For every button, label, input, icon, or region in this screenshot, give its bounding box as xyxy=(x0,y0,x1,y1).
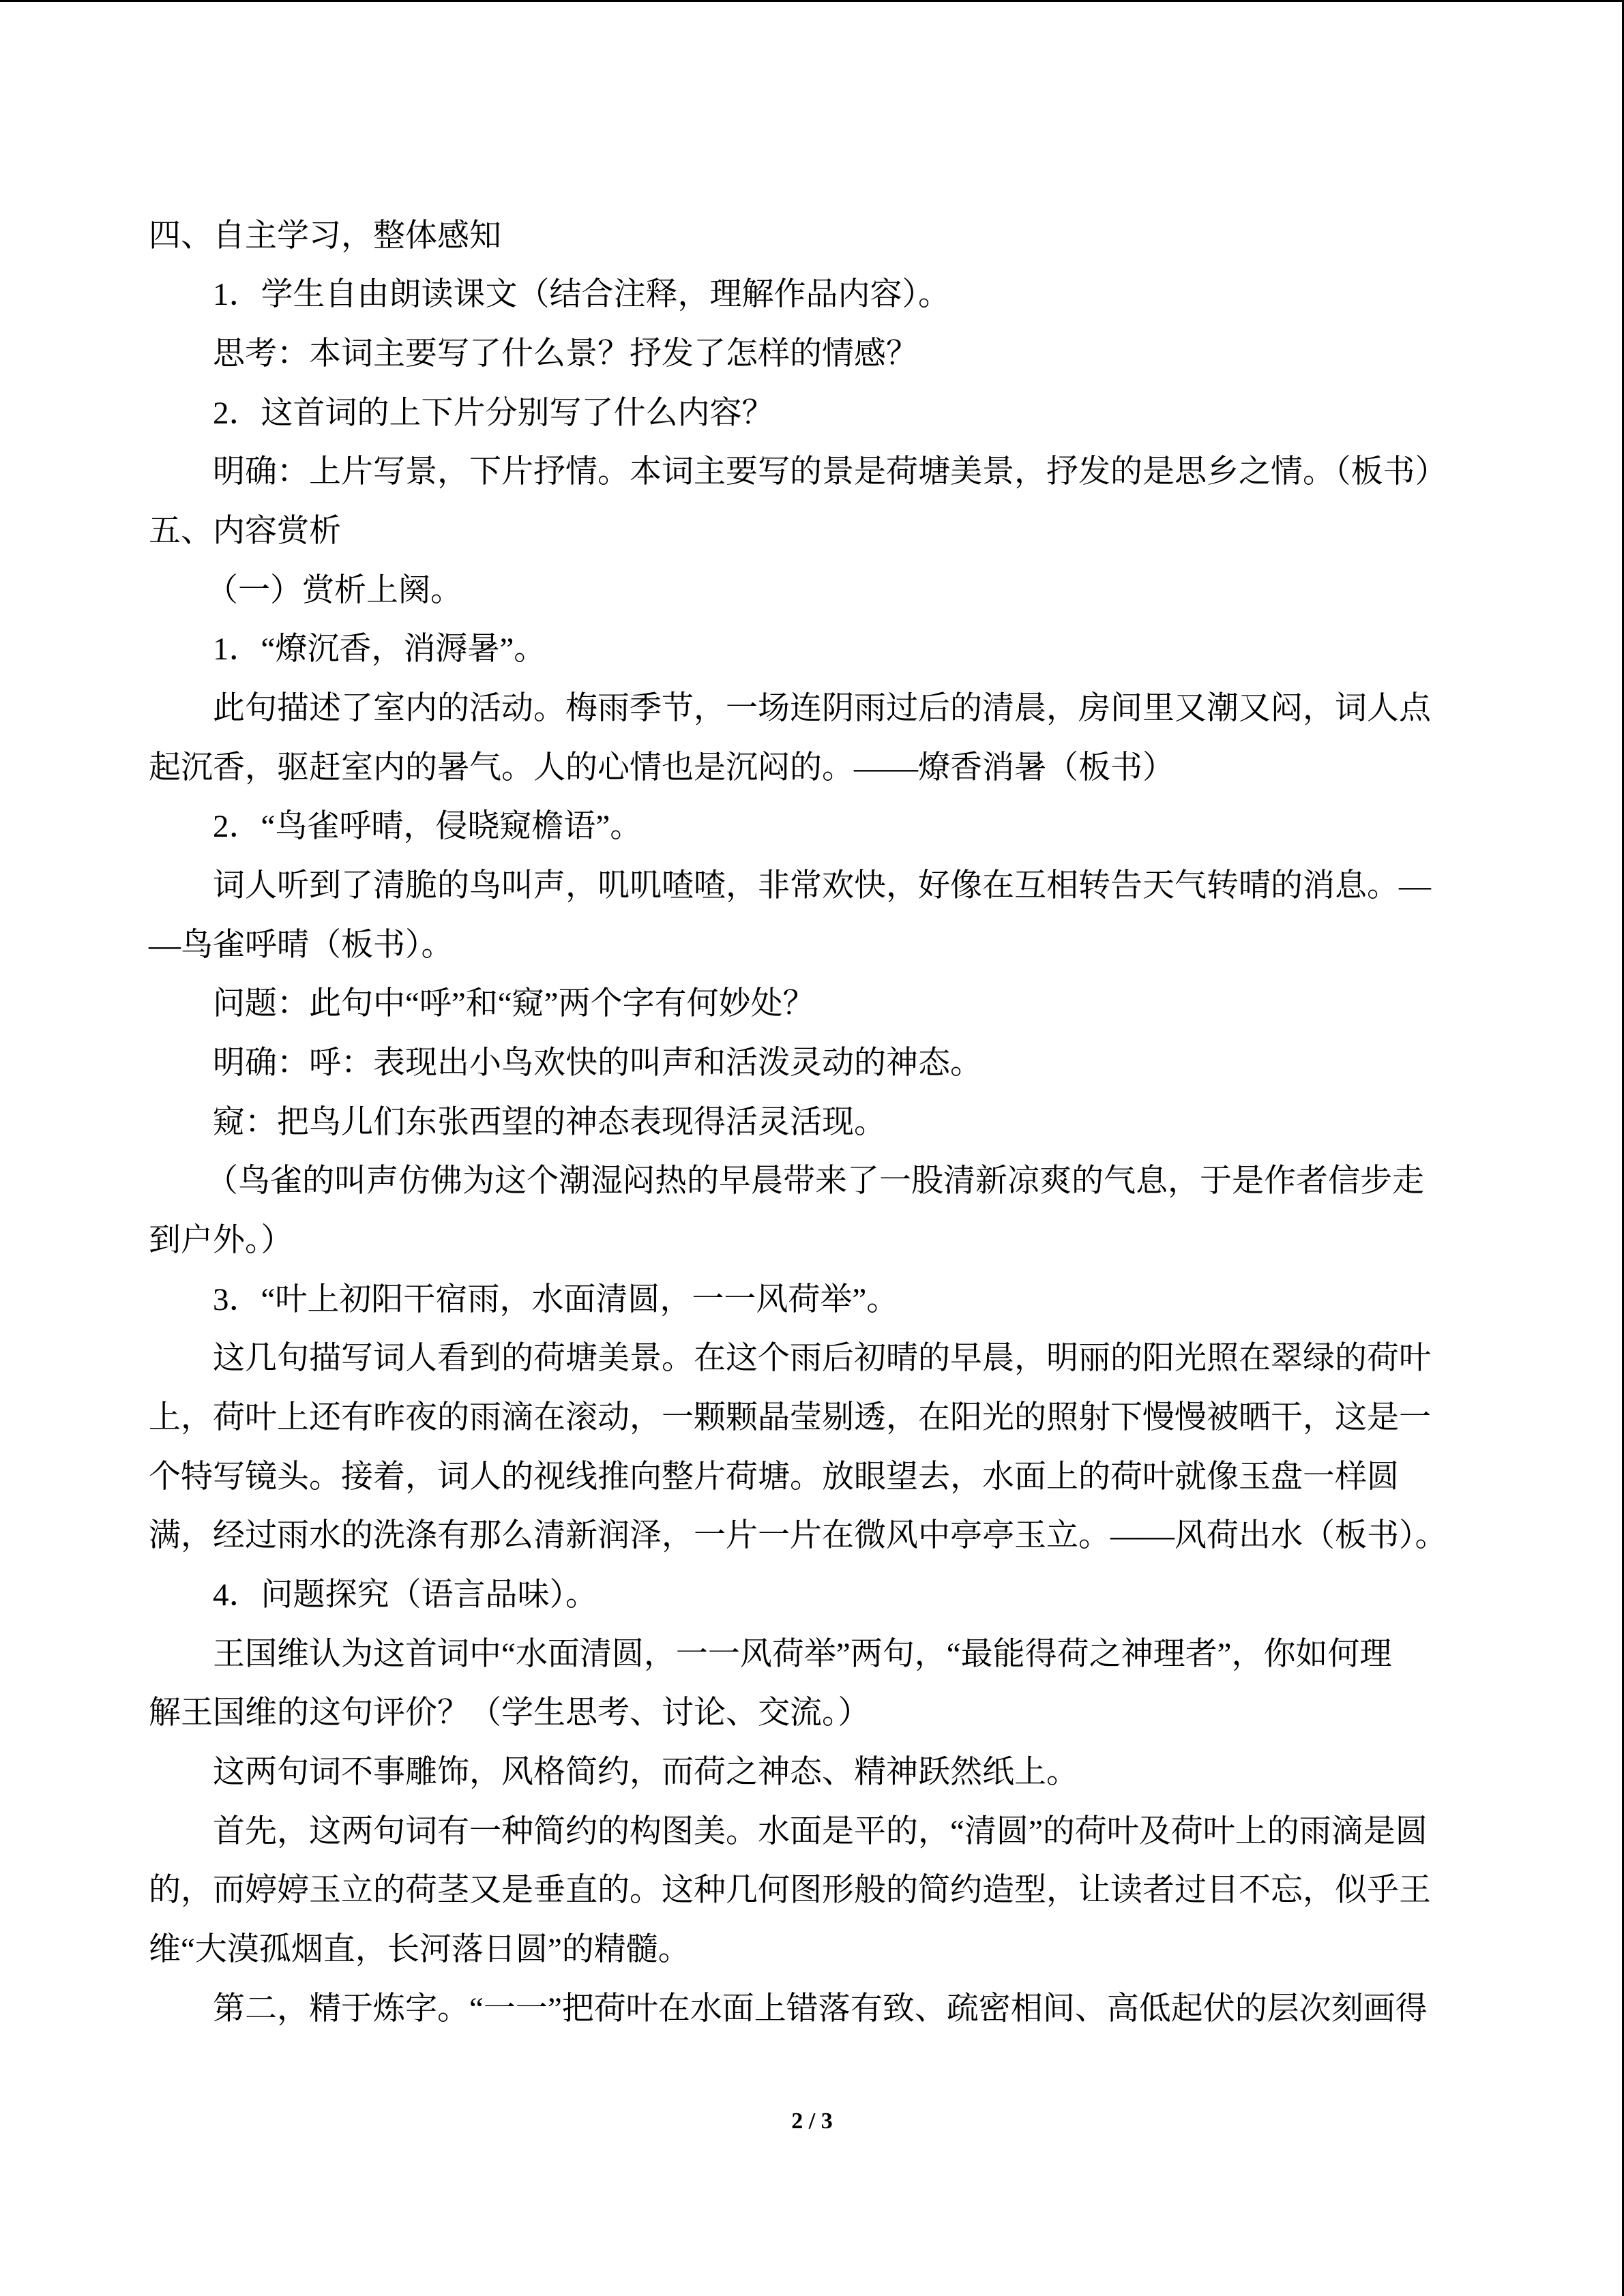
paragraph: 这两句词不事雕饰，风格简约，而荷之神态、精神跃然纸上。 xyxy=(213,1755,1078,1790)
paragraph: 满，经过雨水的洗涤有那么清新润泽，一片一片在微风中亭亭玉立。——风荷出水（板书）。 xyxy=(149,1518,1447,1553)
paragraph: 3．“叶上初阳干宿雨，水面清圆，一一风荷举”。 xyxy=(213,1282,899,1317)
section-heading-4: 四、自主学习，整体感知 xyxy=(149,218,501,254)
paragraph: 个特写镜头。接着，词人的视线推向整片荷塘。放眼望去，水面上的荷叶就像玉盘一样圆 xyxy=(149,1459,1399,1495)
paragraph: 2．“鸟雀呼晴，侵晓窥檐语”。 xyxy=(213,809,643,844)
paragraph: 窥：把鸟儿们东张西望的神态表现得活灵活现。 xyxy=(213,1105,886,1140)
paragraph: 上，荷叶上还有昨夜的雨滴在滚动，一颗颗晶莹剔透，在阳光的照射下慢慢被晒干，这是一 xyxy=(149,1400,1431,1435)
paragraph: 起沉香，驱赶室内的暑气。人的心情也是沉闷的。——燎香消暑（板书） xyxy=(149,750,1175,786)
paragraph: 这几句描写词人看到的荷塘美景。在这个雨后初晴的早晨，明丽的阳光照在翠绿的荷叶 xyxy=(213,1341,1431,1376)
paragraph: 词人听到了清脆的鸟叫声，叽叽喳喳，非常欢快，好像在互相转告天气转晴的消息。— xyxy=(213,868,1431,904)
paragraph: （鸟雀的叫声仿佛为这个潮湿闷热的早晨带来了一股清新凉爽的气息，于是作者信步走 xyxy=(206,1163,1424,1199)
paragraph: 王国维认为这首词中“水面清圆，一一风荷举”两句，“最能得荷之神理者”，你如何理 xyxy=(213,1637,1392,1672)
paragraph: 首先，这两句词有一种简约的构图美。水面是平的，“清圆”的荷叶及荷叶上的雨滴是圆 xyxy=(213,1814,1428,1849)
subsection-heading: （一）赏析上阕。 xyxy=(206,573,462,608)
paragraph: 问题：此句中“呼”和“窥”两个字有何妙处？ xyxy=(213,986,815,1022)
paragraph: 4．问题探究（语言品味）。 xyxy=(213,1577,597,1613)
paragraph: 1．学生自由朗读课文（结合注释，理解作品内容）。 xyxy=(213,277,950,312)
page-number: 2 / 3 xyxy=(791,2108,833,2134)
paragraph: 第二，精于炼字。“一一”把荷叶在水面上错落有致、疏密相间、高低起伏的层次刻画得 xyxy=(213,1991,1428,2027)
paragraph: 明确：呼：表现出小鸟欢快的叫声和活泼灵动的神态。 xyxy=(213,1045,982,1081)
paragraph: 解王国维的这句评价？（学生思考、讨论、交流。） xyxy=(149,1695,870,1731)
paragraph: 1．“燎沉香，消溽暑”。 xyxy=(213,631,546,667)
page-border-top xyxy=(0,0,1624,2)
paragraph: —鸟雀呼晴（板书）。 xyxy=(149,927,454,963)
paragraph: 维“大漠孤烟直，长河落日圆”的精髓。 xyxy=(149,1932,690,1967)
paragraph: 2．这首词的上下片分别写了什么内容？ xyxy=(213,396,774,431)
section-heading-5: 五、内容赏析 xyxy=(149,513,341,549)
paragraph: 明确：上片写景，下片抒情。本词主要写的景是荷塘美景，抒发的是思乡之情。（板书） xyxy=(213,454,1447,490)
paragraph: 到户外。） xyxy=(149,1223,293,1258)
paragraph: 此句描述了室内的活动。梅雨季节，一场连阴雨过后的清晨，房间里又潮又闷，词人点 xyxy=(213,691,1431,726)
paragraph: 的，而婷婷玉立的荷茎又是垂直的。这种几何图形般的简约造型，让读者过目不忘，似乎王 xyxy=(149,1873,1431,1908)
paragraph: 思考：本词主要写了什么景？抒发了怎样的情感？ xyxy=(213,336,918,372)
